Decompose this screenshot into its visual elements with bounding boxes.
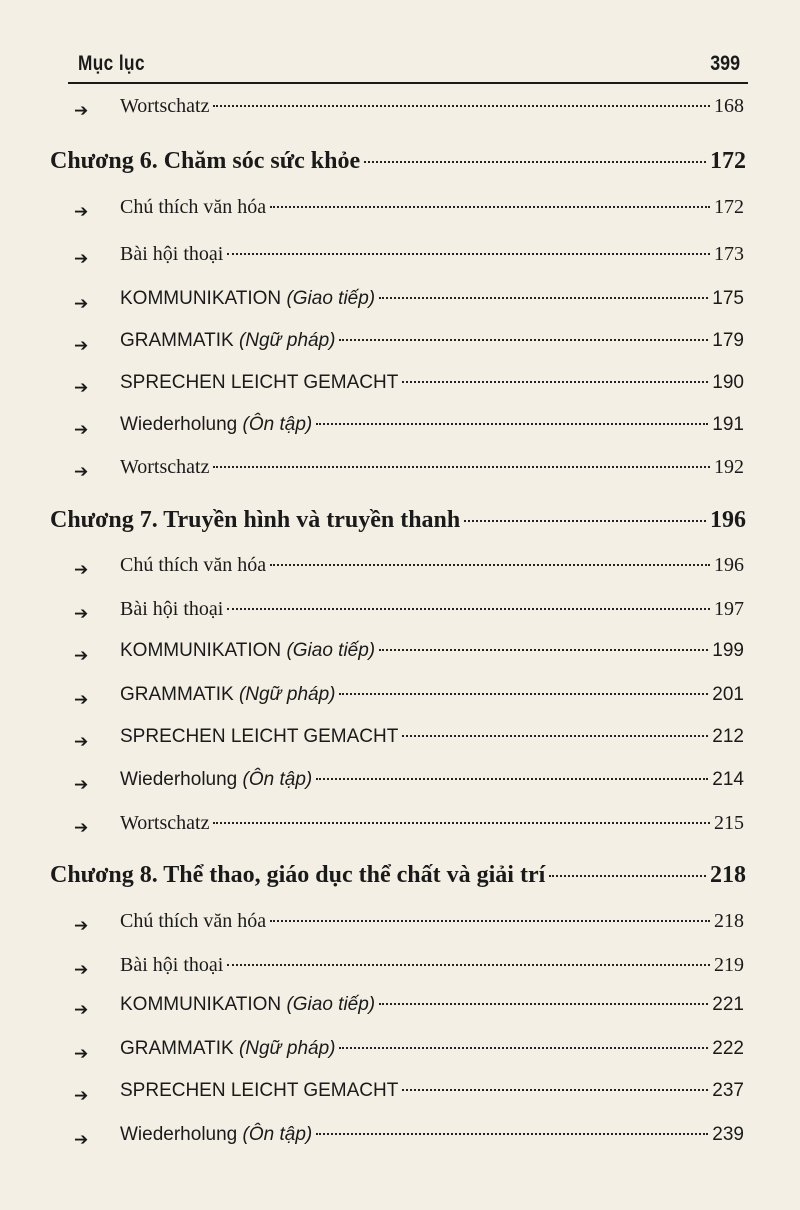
- toc-entry-line: [120, 288, 744, 318]
- toc-entry-label: [50, 507, 460, 534]
- dot-leader: [379, 649, 708, 651]
- toc-page-number: 197: [714, 598, 744, 620]
- toc-item-row: [0, 910, 800, 946]
- toc-page-number: 212: [712, 726, 744, 747]
- arrow-bullet-icon: ➔: [74, 604, 89, 624]
- toc-entry-text: Wiederholung: [120, 769, 238, 790]
- toc-entry-label: [120, 243, 223, 266]
- toc-entry-label: [120, 769, 312, 791]
- toc-item-row: [0, 684, 800, 720]
- toc-entry-line: [50, 507, 746, 537]
- arrow-bullet-icon: ➔: [74, 818, 89, 838]
- dot-leader: [316, 423, 708, 425]
- toc-page-number: 173: [714, 243, 744, 265]
- toc-entry-text: SPRECHEN LEICHT GEMACHT: [120, 1080, 399, 1101]
- toc-item-row: [0, 994, 800, 1030]
- toc-entry-text: KOMMUNIKATION: [120, 288, 282, 309]
- dot-leader: [213, 105, 710, 107]
- toc-page-number: 175: [712, 288, 744, 309]
- toc-entry-line: [120, 243, 744, 273]
- toc-item-row: [0, 372, 800, 408]
- toc-entry-text: KOMMUNIKATION: [120, 640, 282, 661]
- toc-item-row: [0, 1038, 800, 1074]
- toc-entry-label: [120, 196, 266, 219]
- toc-entry-label: [120, 640, 375, 662]
- toc-entry-text: Wortschatz: [120, 456, 210, 478]
- toc-entry-note: (Ngữ pháp): [238, 684, 336, 705]
- toc-entry-note: (Ngữ pháp): [238, 330, 336, 351]
- toc-page-number: 239: [712, 1124, 744, 1145]
- toc-entry-line: [120, 910, 744, 940]
- dot-leader: [339, 339, 708, 341]
- arrow-bullet-icon: ➔: [74, 960, 89, 980]
- toc-item-row: [0, 640, 800, 676]
- toc-page-number: 214: [712, 769, 744, 790]
- toc-page-number: 196: [710, 507, 746, 533]
- toc-chapter-row: [0, 507, 800, 543]
- toc-page-number: 218: [710, 862, 746, 888]
- toc-entry-label: [120, 456, 209, 479]
- arrow-bullet-icon: ➔: [74, 420, 89, 440]
- dot-leader: [213, 822, 710, 824]
- toc-entry-text: KOMMUNIKATION: [120, 994, 282, 1015]
- dot-leader: [316, 1133, 708, 1135]
- toc-entry-line: [120, 1038, 744, 1068]
- toc-entry-line: [120, 330, 744, 360]
- toc-entry-text: Chương 7. Truyền hình và truyền thanh: [50, 507, 461, 533]
- toc-entry-line: [120, 196, 744, 226]
- toc-entry-line: [120, 1124, 744, 1154]
- toc-entry-label: [120, 1038, 335, 1060]
- toc-item-row: [0, 95, 800, 131]
- toc-entry-label: [120, 598, 223, 621]
- toc-entry-text: GRAMMATIK: [120, 330, 234, 351]
- arrow-bullet-icon: ➔: [74, 690, 89, 710]
- dot-leader: [402, 1089, 708, 1091]
- toc-entry-text: Chương 6. Chăm sóc sức khỏe: [50, 148, 361, 174]
- page-number: 399: [710, 52, 740, 75]
- toc-entry-note: (Ôn tập): [242, 1124, 313, 1145]
- toc-page-number: 201: [712, 684, 744, 705]
- toc-entry-label: [50, 862, 545, 889]
- toc-page-number: 218: [714, 910, 744, 932]
- toc-page-number: 221: [712, 994, 744, 1015]
- toc-entry-text: Bài hội thoại: [120, 598, 224, 620]
- toc-page-number: 179: [712, 330, 744, 351]
- toc-item-row: [0, 598, 800, 634]
- toc-page-number: 196: [714, 554, 744, 576]
- toc-item-row: [0, 288, 800, 324]
- toc-entry-text: Chú thích văn hóa: [120, 554, 267, 576]
- toc-item-row: [0, 414, 800, 450]
- toc-entry-text: Chú thích văn hóa: [120, 196, 267, 218]
- toc-page-number: 222: [712, 1038, 744, 1059]
- toc-entry-note: (Ôn tập): [242, 414, 313, 435]
- toc-entry-label: [120, 288, 375, 310]
- arrow-bullet-icon: ➔: [74, 732, 89, 752]
- toc-page-number: 215: [714, 812, 744, 834]
- arrow-bullet-icon: ➔: [74, 1086, 89, 1106]
- arrow-bullet-icon: ➔: [74, 560, 89, 580]
- toc-entry-line: [120, 554, 744, 584]
- arrow-bullet-icon: ➔: [74, 101, 89, 121]
- dot-leader: [227, 964, 710, 966]
- arrow-bullet-icon: ➔: [74, 202, 89, 222]
- dot-leader: [270, 920, 710, 922]
- toc-entry-line: [120, 456, 744, 486]
- toc-entry-line: [120, 812, 744, 842]
- toc-page-number: 172: [710, 148, 746, 174]
- arrow-bullet-icon: ➔: [74, 336, 89, 356]
- toc-item-row: [0, 196, 800, 232]
- toc-page-number: 191: [712, 414, 744, 435]
- dot-leader: [227, 608, 710, 610]
- toc-entry-text: Wortschatz: [120, 95, 210, 117]
- toc-entry-line: [120, 684, 744, 714]
- dot-leader: [339, 1047, 708, 1049]
- toc-item-row: [0, 812, 800, 848]
- toc-entry-label: [120, 954, 223, 977]
- toc-entry-text: Chương 8. Thể thao, giáo dục thể chất và giải trí: [50, 862, 546, 888]
- dot-leader: [213, 466, 710, 468]
- toc-entry-line: [120, 372, 744, 402]
- toc-page-number: 190: [712, 372, 744, 393]
- toc-item-row: [0, 330, 800, 366]
- toc-entry-note: (Giao tiếp): [286, 288, 376, 309]
- dot-leader: [270, 206, 710, 208]
- arrow-bullet-icon: ➔: [74, 1000, 89, 1020]
- arrow-bullet-icon: ➔: [74, 646, 89, 666]
- toc-entry-label: [120, 372, 398, 394]
- toc-item-row: [0, 1124, 800, 1160]
- arrow-bullet-icon: ➔: [74, 775, 89, 795]
- toc-item-row: [0, 554, 800, 590]
- toc-entry-note: (Ôn tập): [242, 769, 313, 790]
- toc-page-number: 237: [712, 1080, 744, 1101]
- toc-item-row: [0, 243, 800, 279]
- toc-entry-text: GRAMMATIK: [120, 684, 234, 705]
- dot-leader: [402, 735, 708, 737]
- toc-entry-line: [50, 148, 746, 178]
- arrow-bullet-icon: ➔: [74, 1044, 89, 1064]
- toc-chapter-row: [0, 148, 800, 184]
- toc-entry-text: Wiederholung: [120, 414, 238, 435]
- arrow-bullet-icon: ➔: [74, 1130, 89, 1150]
- toc-page-number: 219: [714, 954, 744, 976]
- toc-entry-line: [120, 598, 744, 628]
- dot-leader: [379, 1003, 708, 1005]
- toc-entry-text: Chú thích văn hóa: [120, 910, 267, 932]
- arrow-bullet-icon: ➔: [74, 916, 89, 936]
- toc-entry-label: [120, 330, 335, 352]
- arrow-bullet-icon: ➔: [74, 462, 89, 482]
- toc-entry-text: GRAMMATIK: [120, 1038, 234, 1059]
- toc-entry-label: [120, 726, 398, 748]
- dot-leader: [464, 520, 706, 522]
- toc-entry-label: [120, 684, 335, 706]
- toc-chapter-row: [0, 862, 800, 898]
- toc-entry-label: [120, 414, 312, 436]
- dot-leader: [339, 693, 708, 695]
- toc-entry-text: Wiederholung: [120, 1124, 238, 1145]
- toc-entry-line: [120, 414, 744, 444]
- toc-entry-note: (Ngữ pháp): [238, 1038, 336, 1059]
- toc-entry-text: SPRECHEN LEICHT GEMACHT: [120, 372, 399, 393]
- page-title: Mục lục: [78, 52, 145, 75]
- toc-entry-text: Bài hội thoại: [120, 243, 224, 265]
- toc-page-number: 172: [714, 196, 744, 218]
- toc-entry-line: [120, 1080, 744, 1110]
- toc-page-number: 199: [712, 640, 744, 661]
- toc-entry-label: [120, 910, 266, 933]
- toc-page-number: 168: [714, 95, 744, 117]
- toc-entry-label: [120, 1124, 312, 1146]
- toc-entry-line: [120, 954, 744, 984]
- toc-entry-line: [120, 95, 744, 125]
- toc-entry-label: [120, 554, 266, 577]
- arrow-bullet-icon: ➔: [74, 249, 89, 269]
- toc-item-row: [0, 769, 800, 805]
- dot-leader: [270, 564, 710, 566]
- toc-entry-label: [120, 95, 209, 118]
- toc-entry-line: [120, 769, 744, 799]
- dot-leader: [316, 778, 708, 780]
- toc-item-row: [0, 1080, 800, 1116]
- toc-entry-text: Wortschatz: [120, 812, 210, 834]
- toc-entry-label: [50, 148, 360, 175]
- toc-entry-line: [120, 994, 744, 1024]
- toc-item-row: [0, 456, 800, 492]
- toc-entry-text: Bài hội thoại: [120, 954, 224, 976]
- page-header: [68, 52, 748, 84]
- toc-entry-note: (Giao tiếp): [286, 640, 376, 661]
- toc-entry-label: [120, 994, 375, 1016]
- toc-entry-line: [50, 862, 746, 892]
- toc-item-row: [0, 954, 800, 990]
- dot-leader: [379, 297, 708, 299]
- arrow-bullet-icon: ➔: [74, 378, 89, 398]
- dot-leader: [549, 875, 706, 877]
- dot-leader: [227, 253, 710, 255]
- toc-entry-line: [120, 726, 744, 756]
- toc-entry-note: (Giao tiếp): [286, 994, 376, 1015]
- dot-leader: [402, 381, 708, 383]
- toc-entry-label: [120, 1080, 398, 1102]
- arrow-bullet-icon: ➔: [74, 294, 89, 314]
- toc-entry-line: [120, 640, 744, 670]
- toc-page-number: 192: [714, 456, 744, 478]
- toc-item-row: [0, 726, 800, 762]
- toc-entry-text: SPRECHEN LEICHT GEMACHT: [120, 726, 399, 747]
- toc-entry-label: [120, 812, 209, 835]
- dot-leader: [364, 161, 706, 163]
